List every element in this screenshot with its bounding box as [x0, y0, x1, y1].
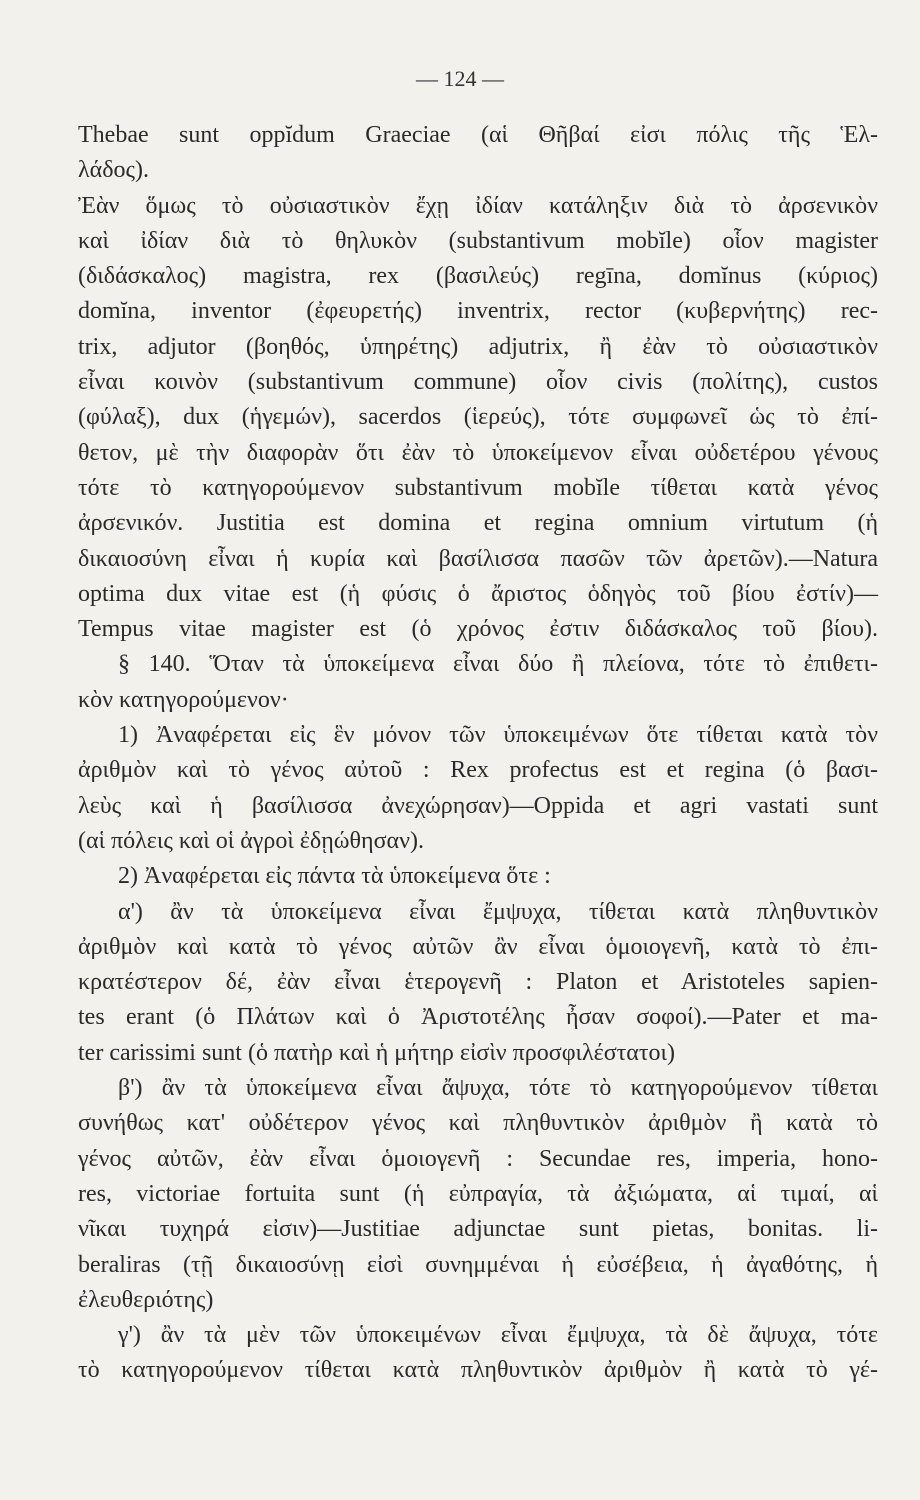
page-number: — 124 —	[416, 66, 504, 91]
text-line: 1) Ἀναφέρεται εἰς ἓν μόνον τῶν ὑποκειμένων ὅτε τίθεται κατὰ τὸν	[118, 722, 878, 749]
text-line: κρατέστερον δέ, ἐὰν εἶναι ἑτερογενῆ : Platon et Aristoteles sapien-	[78, 969, 878, 996]
text-line: εἶναι κοινὸν (substantivum commune) οἷον civis (πολίτης), custos	[78, 369, 878, 396]
text-line: δικαιοσύνη εἶναι ἡ κυρία καὶ βασίλισσα πασῶν τῶν ἀρετῶν).—Natura	[78, 545, 878, 572]
text-line: Thebae sunt oppĭdum Graeciae (αἱ Θῆβαί εἰσι πόλις τῆς Ἑλ-	[78, 122, 878, 148]
text-line: § 140. Ὅταν τὰ ὑποκείμενα εἶναι δύο ἢ πλείονα, τότε τὸ ἐπιθετι-	[118, 651, 878, 678]
text-line: (αἱ πόλεις καὶ οἱ ἀγροὶ ἐδῃώθησαν).	[78, 827, 424, 854]
text-line: tes erant (ὁ Πλάτων καὶ ὁ Ἀριστοτέλης ἦσαν σοφοί).—Pater et ma-	[78, 1004, 878, 1031]
text-line: ἀριθμὸν καὶ κατὰ τὸ γένος αὐτῶν ἂν εἶναι ὁμοιογενῆ, κατὰ τὸ ἐπι-	[78, 933, 878, 960]
text-line: γένος αὐτῶν, ἐὰν εἶναι ὁμοιογενῆ : Secundae res, imperia, hono-	[78, 1145, 878, 1172]
text-line: συνήθως κατ' οὐδέτερον γένος καὶ πληθυντικὸν ἀριθμὸν ἢ κατὰ τὸ	[78, 1110, 878, 1137]
text-line: beraliras (τῇ δικαιοσύνῃ εἰσὶ συνημμέναι ἡ εὐσέβεια, ἡ ἀγαθότης, ἡ	[78, 1251, 878, 1278]
text-line: ἀρσενικόν. Justitia est domina et regina omnium virtutum (ἡ	[78, 510, 878, 537]
text-line: καὶ ἰδίαν διὰ τὸ θηλυκὸν (substantivum mobĭle) οἷον magister	[78, 227, 878, 254]
text-line: θετον, μὲ τὴν διαφορὰν ὅτι ἐὰν τὸ ὑποκείμενον εἶναι οὐδετέρου γένους	[78, 439, 878, 466]
text-line: (διδάσκαλος) magistra, rex (βασιλεύς) regīna, domĭnus (κύριος)	[78, 263, 878, 290]
text-line: ἐλευθεριότης)	[78, 1286, 214, 1313]
text-line: (φύλαξ), dux (ἡγεμών), sacerdos (ἱερεύς), τότε συμφωνεῖ ὡς τὸ ἐπί-	[78, 404, 878, 431]
text-line: τὸ κατηγορούμενον τίθεται κατὰ πληθυντικὸν ἀριθμὸν ἢ κατὰ τὸ γέ-	[78, 1357, 878, 1384]
text-line: res, victoriae fortuita sunt (ἡ εὐπραγία, τὰ ἀξιώματα, αἱ τιμαί, αἱ	[78, 1180, 878, 1207]
text-line: νῖκαι τυχηρά εἰσιν)—Justitiae adjunctae sunt pietas, bonitas. li-	[78, 1216, 878, 1243]
text-line: Tempus vitae magister est (ὁ χρόνος ἐστιν διδάσκαλος τοῦ βίου).	[78, 616, 878, 643]
text-line: 2) Ἀναφέρεται εἰς πάντα τὰ ὑποκείμενα ὅτε :	[118, 863, 551, 890]
text-line: ἀριθμὸν καὶ τὸ γένος αὐτοῦ : Rex profectus est et regina (ὁ βασι-	[78, 757, 878, 784]
text-line: β') ἂν τὰ ὑποκείμενα εἶναι ἄψυχα, τότε τὸ κατηγορούμενον τίθεται	[118, 1075, 878, 1102]
text-line: domĭna, inventor (ἐφευρετής) inventrix, rector (κυβερνήτης) rec-	[78, 298, 878, 325]
text-line: γ') ἂν τὰ μὲν τῶν ὑποκειμένων εἶναι ἔμψυχα, τὰ δὲ ἄψυχα, τότε	[118, 1322, 878, 1349]
text-line: α') ἂν τὰ ὑποκείμενα εἶναι ἔμψυχα, τίθεται κατὰ πληθυντικὸν	[118, 898, 878, 925]
text-line: Ἐὰν ὅμως τὸ οὐσιαστικὸν ἔχῃ ἰδίαν κατάληξιν διὰ τὸ ἀρσενικὸν	[78, 192, 878, 219]
text-line: τότε τὸ κατηγορούμενον substantivum mobĭle τίθεται κατὰ γένος	[78, 474, 878, 501]
body-text	[78, 118, 878, 1389]
text-line: optima dux vitae est (ἡ φύσις ὁ ἄριστος ὁδηγὸς τοῦ βίου ἐστίν)—	[78, 580, 878, 607]
text-line: λεὺς καὶ ἡ βασίλισσα ἀνεχώρησαν)—Oppida et agri vastati sunt	[78, 792, 878, 819]
text-line: λάδος).	[78, 157, 150, 184]
text-line: trix, adjutor (βοηθός, ὑπηρέτης) adjutrix, ἢ ἐὰν τὸ οὐσιαστικὸν	[78, 333, 878, 360]
text-line: κὸν κατηγορούμενον·	[78, 686, 289, 713]
text-line: ter carissimi sunt (ὁ πατὴρ καὶ ἡ μήτηρ εἰσὶν προσφιλέστατοι)	[78, 1039, 675, 1066]
